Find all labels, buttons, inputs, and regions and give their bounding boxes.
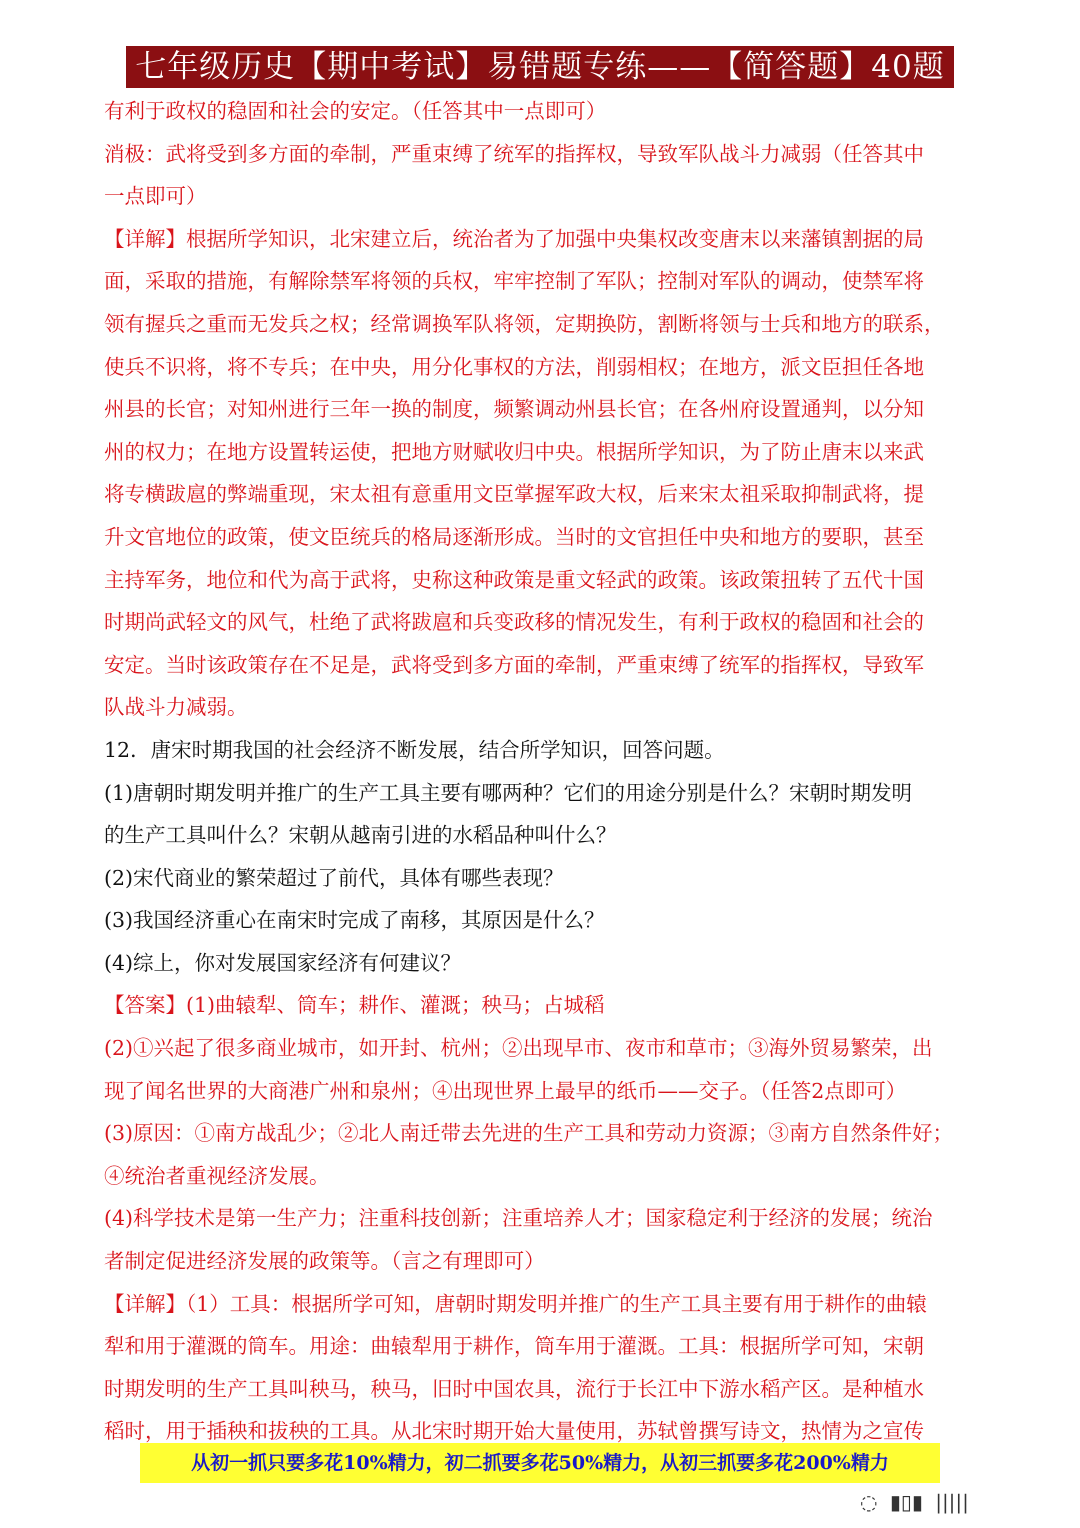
text-line: 领有握兵之重而无发兵之权；经常调换军队将领，定期换防，割断将领与士兵和地方的联系， <box>104 311 945 336</box>
answer-line: 者制定促进经济发展的政策等。（言之有理即可） <box>104 1249 545 1274</box>
explanation-line: 【详解】（1）工具：根据所学可知，唐朝时期发明并推广的生产工具主要有用于耕作的曲辕 <box>104 1291 927 1316</box>
page-title: 七年级历史【期中考试】易错题专练——【简答题】40题 <box>126 46 954 88</box>
watermark-icon: ◌ <box>860 1490 878 1514</box>
footer-watermark <box>860 1488 1060 1516</box>
watermark-lines-icon: ||||| <box>935 1490 969 1514</box>
text-line: 升文官地位的政策，使文臣统兵的格局逐渐形成。当时的文官担任中央和地方的要职，甚至 <box>104 524 924 549</box>
sub-question: (4)综上，你对发展国家经济有何建议？ <box>104 950 462 975</box>
text-line: 安定。当时该政策存在不足是，武将受到多方面的牵制，严重束缚了统军的指挥权，导致军 <box>104 652 924 677</box>
text-line: 一点即可） <box>104 184 207 209</box>
text-line: 消极：武将受到多方面的牵制，严重束缚了统军的指挥权，导致军队战斗力减弱（任答其中 <box>104 141 924 166</box>
text-line: 将专横跋扈的弊端重现，宋太祖有意重用文臣掌握军政大权，后来宋太祖采取抑制武将，提 <box>104 482 924 507</box>
explanation-line: 稻时，用于插秧和拔秧的工具。从北宋时期开始大量使用，苏轼曾撰写诗文，热情为之宣传 <box>104 1419 924 1444</box>
promo-banner: 从初一抓只要多花10%精力，初二抓要多花50%精力，从初三抓要多花200%精力 <box>140 1443 940 1483</box>
sub-question: (3)我国经济重心在南宋时完成了南移，其原因是什么？ <box>104 908 605 933</box>
answer-line: ④统治者重视经济发展。 <box>104 1163 330 1188</box>
sub-question: 的生产工具叫什么？宋朝从越南引进的水稻品种叫什么？ <box>104 823 617 848</box>
text-line: 州县的长官；对知州进行三年一换的制度，频繁调动州县长官；在各州府设置通判，以分知 <box>104 397 924 422</box>
text-line: 【详解】根据所学知识，北宋建立后，统治者为了加强中央集权改变唐末以来藩镇割据的局 <box>104 226 924 251</box>
watermark-bars-icon: ▮▯▮ <box>889 1490 923 1514</box>
text-line: 州的权力；在地方设置转运使，把地方财赋收归中央。根据所学知识，为了防止唐末以来武 <box>104 439 924 464</box>
answer-line: (4)科学技术是第一生产力；注重科技创新；注重培养人才；国家稳定利于经济的发展；统治 <box>104 1206 933 1231</box>
text-line: 有利于政权的稳固和社会的安定。（任答其中一点即可） <box>104 99 607 123</box>
text-line: 时期尚武轻文的风气，杜绝了武将跋扈和兵变政移的情况发生，有利于政权的稳固和社会的 <box>104 610 924 635</box>
text-line: 队战斗力减弱。 <box>104 695 248 720</box>
answer-line: (2)①兴起了很多商业城市，如开封、杭州；②出现早市、夜市和草市；③海外贸易繁荣，出 <box>104 1036 933 1061</box>
text-line: 使兵不识将，将不专兵；在中央，用分化事权的方法，削弱相权；在地方，派文臣担任各地 <box>104 354 924 379</box>
text-line: 面，采取的措施，有解除禁军将领的兵权，牢牢控制了军队；控制对军队的调动，使禁军将 <box>104 269 924 294</box>
question-stem: 12．唐宋时期我国的社会经济不断发展，结合所学知识，回答问题。 <box>104 737 725 762</box>
sub-question: (2)宋代商业的繁荣超过了前代，具体有哪些表现？ <box>104 865 564 890</box>
answer-line: 【答案】(1)曲辕犁、筒车；耕作、灌溉；秧马；占城稻 <box>104 993 605 1018</box>
answer-line: 现了闻名世界的大商港广州和泉州；④出现世界上最早的纸币——交子。（任答2点即可） <box>104 1078 907 1103</box>
explanation-line: 犁和用于灌溉的筒车。用途：曲辕犁用于耕作，筒车用于灌溉。工具：根据所学可知，宋朝 <box>104 1334 924 1359</box>
text-line: 主持军务，地位和代为高于武将，史称这种政策是重文轻武的政策。该政策扭转了五代十国 <box>104 567 924 592</box>
explanation-line: 时期发明的生产工具叫秧马，秧马，旧时中国农具，流行于长江中下游水稻产区。是种植水 <box>104 1376 924 1401</box>
document-body <box>104 90 984 1453</box>
answer-line: (3)原因：①南方战乱少；②北人南迁带去先进的生产工具和劳动力资源；③南方自然条件好； <box>104 1121 954 1146</box>
sub-question: (1)唐朝时期发明并推广的生产工具主要有哪两种？它们的用途分别是什么？宋朝时期发明 <box>104 780 913 805</box>
